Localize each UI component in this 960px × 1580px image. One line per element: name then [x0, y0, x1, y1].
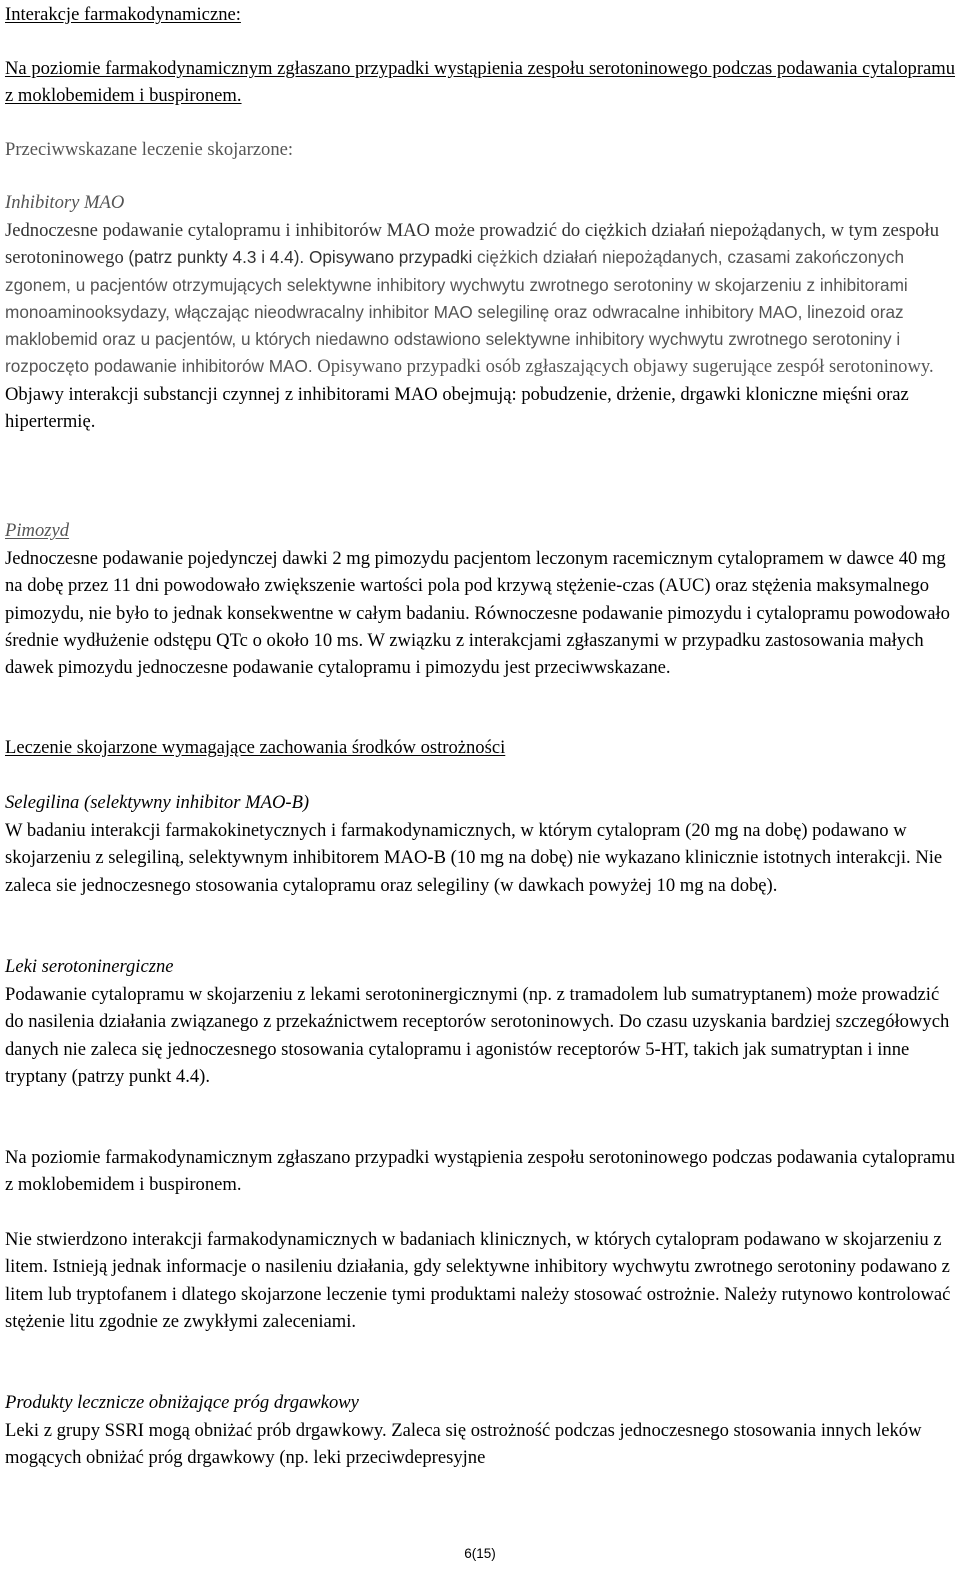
lithium-paragraph: Nie stwierdzono interakcji farmakodynamicznych w badaniach klinicznych, w których cytalopram podawano w skojarzeniu z litem. Istnieją jednak informacje o nasileniu działania, gdy selektywne inhibitory wychwytu zwrotnego serotoniny podawano z litem lub tryptofanem i dlatego skojarzone leczenie tymi produktami należy stosować ostrożnie. Należy rutynowo kontrolować stężenie litu zgodnie ze zwykłymi zaleceniami.: [5, 1229, 951, 1332]
caution-heading: Leczenie skojarzone wymagające zachowania środków ostrożności: [5, 737, 506, 758]
selegiline-heading: Selegilina (selektywny inhibitor MAO-B): [5, 792, 310, 813]
pimozide-paragraph: Jednoczesne podawanie pojedynczej dawki 2 mg pimozydu pacjentom leczonym racemicznym cytalopramem w dawce 40 mg na dobę przez 11 dni powodowało zwiększenie wartości pola pod krzywą stężenie-czas (AUC) oraz stężenia maksymalnego pimozydu, nie było to jednak konsekwentne w całym badaniu. Równoczesne podawanie pimozydu i cytalopramu powodowało średnie wydłużenie odstępu QTc o około 10 ms. W związku z interakcjami zgłaszanymi w przypadku zastosowania małych dawek pimozydu jednoczesne podawanie cytalopramu i pimozydu jest przeciwwskazane.: [5, 548, 950, 679]
section-title: Interakcje farmakodynamiczne:: [5, 4, 241, 25]
mao-text-part1: Jednoczesne podawanie cytalopramu i inhibitorów MAO może prowadzić do ciężkich działań niepożądanych, w tym zespołu serotoninowego: [5, 220, 940, 269]
serotonergic-heading: Leki serotoninergiczne: [5, 956, 174, 977]
mao-text-part2: (patrz punkty 4.3 i 4.4). Opisywano przypadki: [128, 247, 473, 268]
repeat-paragraph: Na poziomie farmakodynamicznym zgłaszano przypadki wystąpienia zespołu serotoninowego podczas podawania cytalopramu z moklobemidem i buspironem.: [5, 1147, 956, 1196]
mao-text-part5: Objawy interakcji substancji czynnej z inhibitorami MAO obejmują: pobudzenie, drżenie, drgawki kloniczne mięśni oraz hipertermię.: [5, 383, 909, 433]
intro-paragraph: Na poziomie farmakodynamicznym zgłaszano przypadki wystąpienia zespołu serotoninowego podczas podawania cytalopramu z moklobemidem i buspironem.: [5, 58, 956, 107]
mao-heading: Inhibitory MAO: [5, 192, 125, 213]
mao-paragraph: [5, 217, 957, 435]
seizure-paragraph: Leki z grupy SSRI mogą obniżać prób drgawkowy. Zaleca się ostrożność podczas jednoczesnego stosowania innych leków mogących obniżać próg drgawkowy (np. leki przeciwdepresyjne: [5, 1420, 922, 1469]
contraindicated-heading: Przeciwwskazane leczenie skojarzone:: [5, 139, 294, 160]
page-number: 6(15): [464, 1546, 496, 1561]
serotonergic-paragraph: Podawanie cytalopramu w skojarzeniu z lekami serotoninergicznymi (np. z tramadolem lub sumatryptanem) może prowadzić do nasilenia działania związanego z przekaźnictwem receptorów serotoninowych. Do czasu uzyskania bardziej szczegółowych danych nie zaleca się jednoczesnego stosowania cytalopramu i agonistów receptorów 5-HT, takich jak sumatryptan i inne tryptany (patrzy punkt 4.4).: [5, 984, 950, 1087]
pimozide-heading: Pimozyd: [5, 520, 70, 541]
mao-text-part4: Opisywano przypadki osób zgłaszających objawy sugerujące zespół serotoninowy.: [317, 356, 934, 378]
mao-text-part3: ciężkich działań niepożądanych, czasami zakończonych zgonem, u pacjentów otrzymujących selektywne inhibitory wychwytu zwrotnego serotoniny w skojarzeniu z inhibitorami monoaminooksydazy, włączając nieodwracalny inhibitor MAO selegilinę oraz odwracalne inhibitory MAO, linezoid oraz maklobemid oraz u pacjentów, u których niedawno odstawiono selektywne inhibitory wychwytu zwrotnego serotoniny i rozpoczęto podawanie inhibitorów MAO.: [5, 247, 908, 377]
selegiline-paragraph: W badaniu interakcji farmakokinetycznych i farmakodynamicznych, w którym cytalopram (20 mg na dobę) podawano w skojarzeniu z selegiliną, selektywnym inhibitorem MAO-B (10 mg na dobę) nie wykazano klinicznie istotnych interakcji. Nie zaleca sie jednoczesnego stosowania cytalopramu oraz selegiliny (w dawkach powyżej 10 mg na dobę).: [5, 820, 943, 896]
seizure-heading: Produkty lecznicze obniżające próg drgawkowy: [5, 1392, 359, 1413]
